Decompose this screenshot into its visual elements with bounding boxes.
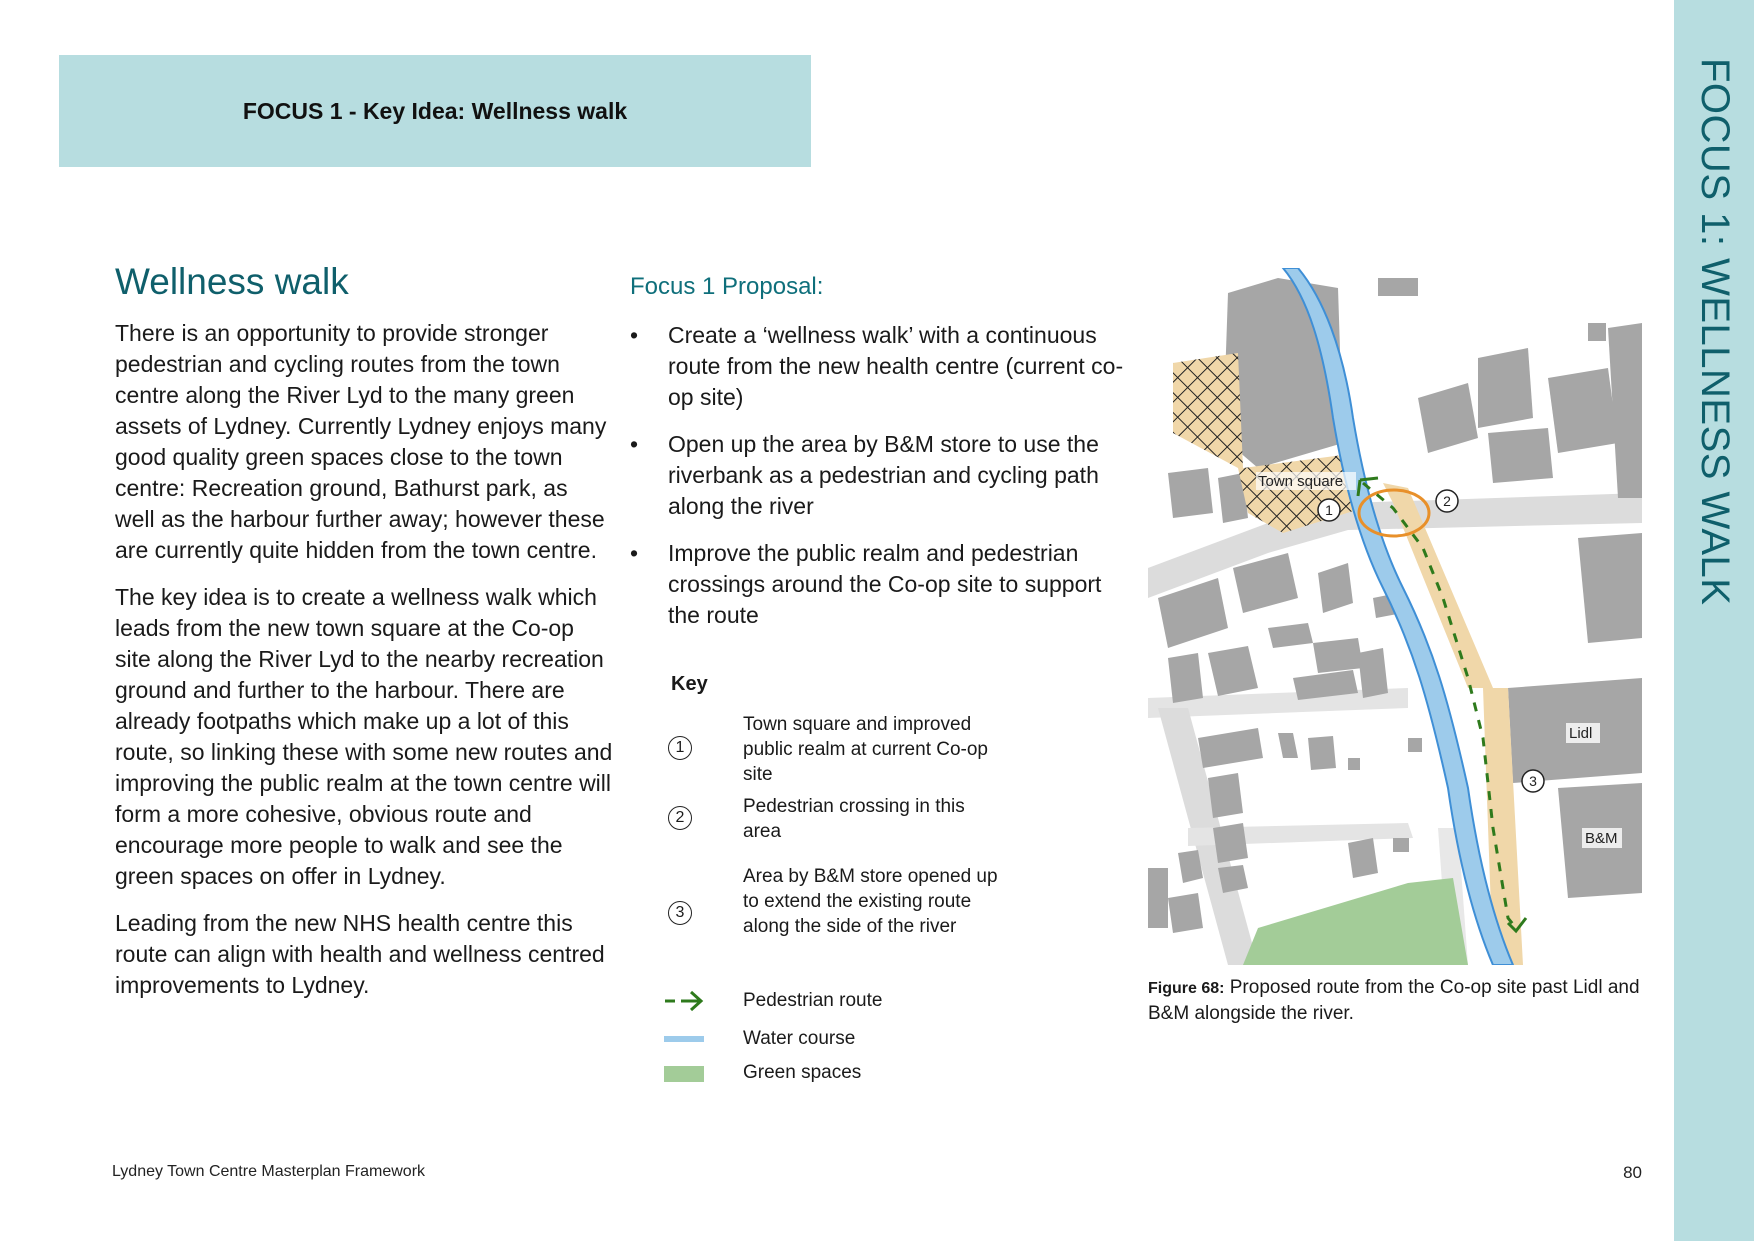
header-banner bbox=[59, 55, 811, 167]
key-entry-label: Area by B&M store opened up to extend the existing route along the side of the river bbox=[743, 866, 998, 937]
figure-label: Figure 68: bbox=[1148, 980, 1225, 997]
key-entry-label: Water course bbox=[743, 1028, 856, 1049]
page-number: 80 bbox=[1623, 1163, 1642, 1182]
proposal-column bbox=[630, 270, 1130, 647]
proposal-item-text: Create a ‘wellness walk’ with a continuous route from the new health centre (current co-op site) bbox=[668, 322, 1124, 410]
water-line-icon bbox=[664, 1026, 710, 1052]
green-space bbox=[1243, 878, 1468, 965]
proposal-heading: Focus 1 Proposal: bbox=[630, 273, 824, 300]
lidl-label: Lidl bbox=[1569, 725, 1593, 742]
proposal-item-text: Open up the area by B&M store to use the riverbank as a pedestrian and cycling path along the river bbox=[668, 431, 1099, 519]
map-marker-2-text: 2 bbox=[1443, 493, 1451, 509]
map-marker-3-text: 3 bbox=[1529, 773, 1537, 789]
header-title: FOCUS 1 - Key Idea: Wellness walk bbox=[242, 97, 628, 124]
route-map bbox=[1148, 268, 1642, 965]
proposal-item-text: Improve the public realm and pedestrian crossings around the Co-op site to support the route bbox=[668, 540, 1102, 628]
proposal-item bbox=[630, 320, 1130, 413]
marker-1-icon: 1 bbox=[668, 736, 692, 760]
intro-paragraph-3: Leading from the new NHS health centre this route can align with health and wellness centred improvements to Lydney. bbox=[115, 910, 605, 998]
figure-text: Proposed route from the Co-op site past Lidl and B&M alongside the river. bbox=[1148, 977, 1640, 1024]
intro-paragraph-1: There is an opportunity to provide stronger pedestrian and cycling routes from the town centre along the River Lyd to the many green assets of Lydney. Currently Lydney enjoys many good quality green spaces close to the town centre: Recreation ground, Bathurst park, as well as the harbour further away; however these are currently quite hidden from the town centre. bbox=[115, 320, 607, 563]
key-entry-label: Pedestrian route bbox=[743, 990, 883, 1011]
figure-caption bbox=[1148, 975, 1642, 1026]
intro-paragraph-2: The key idea is to create a wellness walk which leads from the new town square at the Co-op site along the River Lyd to the nearby recreation ground and further to the harbour. There are already footpaths which make up a lot of this route, so linking these with some new routes and improving the public realm at the town centre will form a more cohesive, obvious route and encourage more people to walk and see the green spaces on offer in Lydney. bbox=[115, 584, 613, 889]
key-title: Key bbox=[671, 673, 708, 695]
key-entry-label: Green spaces bbox=[743, 1062, 862, 1083]
proposal-list bbox=[630, 320, 1130, 631]
key-entry-label: Pedestrian crossing in this area bbox=[743, 796, 965, 842]
marker-3-icon: 3 bbox=[668, 901, 692, 925]
route-map-graphic bbox=[1148, 268, 1642, 965]
footer-doc-title: Lydney Town Centre Masterplan Framework bbox=[112, 1163, 426, 1180]
bullet-icon: • bbox=[630, 431, 639, 457]
bm-label: B&M bbox=[1585, 830, 1618, 847]
key-entry-label: Town square and improved public realm at current Co-op site bbox=[743, 714, 988, 785]
green-swatch-icon bbox=[664, 1060, 710, 1086]
side-tab-title: FOCUS 1: WELLNESS WALK bbox=[1693, 58, 1737, 606]
proposal-item bbox=[630, 429, 1130, 522]
proposal-item bbox=[630, 538, 1130, 631]
town-square-label: Town square bbox=[1258, 473, 1344, 490]
bullet-icon: • bbox=[630, 322, 639, 348]
dashed-arrow-icon bbox=[664, 988, 710, 1014]
marker-2-icon: 2 bbox=[668, 806, 692, 830]
bullet-icon: • bbox=[630, 540, 639, 566]
map-marker-1-text: 1 bbox=[1325, 502, 1333, 518]
intro-column bbox=[115, 258, 613, 1017]
section-heading: Wellness walk bbox=[115, 261, 349, 302]
